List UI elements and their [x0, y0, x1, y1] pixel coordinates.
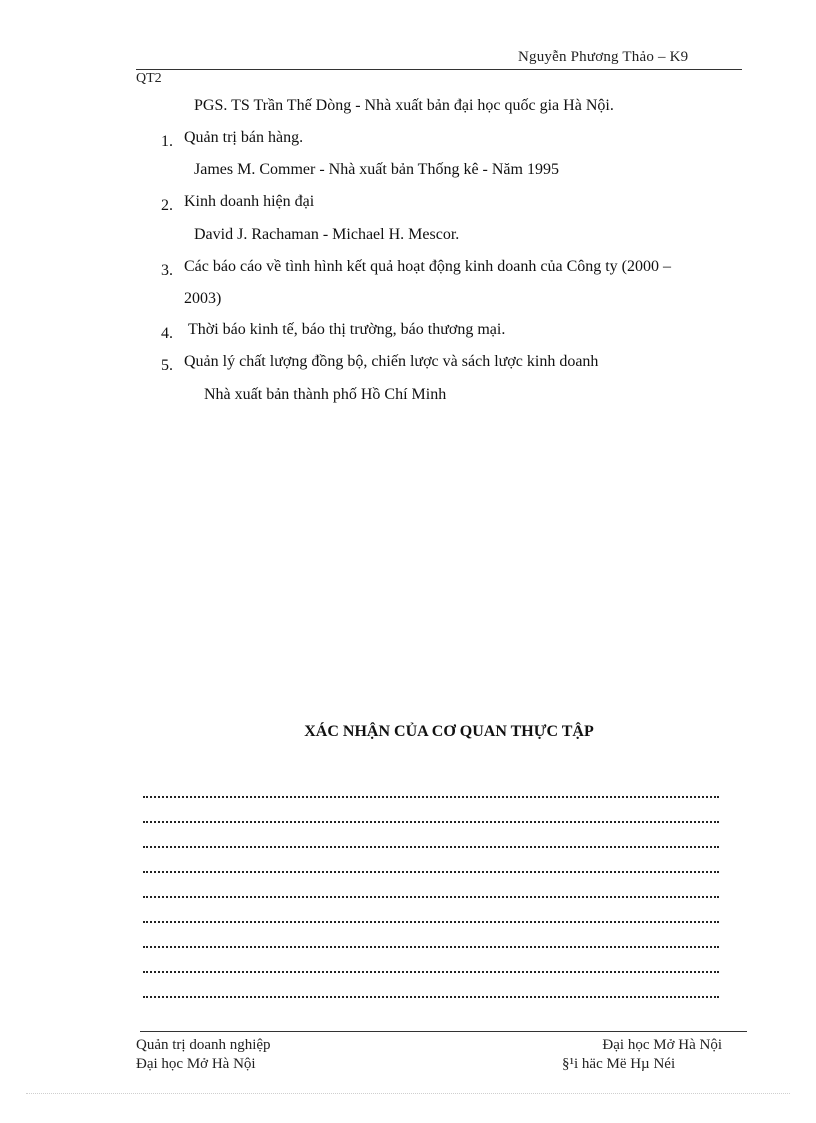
- footer-left-line2: Đại học Mở Hà Nội: [136, 1056, 256, 1072]
- reference-3-title-continued: 2003): [184, 290, 222, 307]
- dotted-line: [143, 946, 719, 948]
- dotted-line: [143, 971, 719, 973]
- reference-4-number: 4.: [161, 325, 173, 342]
- reference-3-title: Các báo cáo về tình hình kết quả hoạt động kinh doanh của Công ty (2000 –: [184, 258, 672, 275]
- footer-right-line1: Đại học Mở Hà Nội: [602, 1037, 722, 1053]
- dotted-line: [143, 996, 719, 998]
- confirmation-title: XÁC NHẬN CỦA CƠ QUAN THỰC TẬP: [304, 723, 594, 740]
- reference-3-number: 3.: [161, 262, 173, 279]
- footer-left-line1: Quản trị doanh nghiệp: [136, 1037, 271, 1053]
- reference-intro-line: PGS. TS Trần Thế Dòng - Nhà xuất bản đại học quốc gia Hà Nội.: [194, 97, 614, 114]
- dotted-line: [143, 796, 719, 798]
- dotted-line: [143, 896, 719, 898]
- header-class-code: QT2: [136, 71, 162, 86]
- header-author: Nguyễn Phương Thảo – K9: [518, 49, 689, 65]
- footer-right-line2: §¹i häc Më Hµ Néi: [562, 1056, 676, 1072]
- reference-1-title: Quản trị bán hàng.: [184, 129, 304, 146]
- reference-2-number: 2.: [161, 197, 173, 214]
- dotted-line: [143, 871, 719, 873]
- dotted-line: [143, 846, 719, 848]
- footer-divider: [140, 1031, 747, 1032]
- reference-1-number: 1.: [161, 133, 173, 150]
- reference-5-number: 5.: [161, 357, 173, 374]
- reference-1-detail: James M. Commer - Nhà xuất bản Thống kê - Năm 1995: [194, 161, 559, 178]
- header-divider: [136, 69, 742, 70]
- dotted-line: [143, 821, 719, 823]
- reference-4-title: Thời báo kinh tế, báo thị trường, báo thương mại.: [188, 321, 506, 338]
- reference-5-title: Quản lý chất lượng đồng bộ, chiến lược và sách lược kinh doanh: [184, 353, 599, 370]
- reference-5-detail: Nhà xuất bản thành phố Hồ Chí Minh: [204, 386, 447, 403]
- dotted-line: [143, 921, 719, 923]
- page-bottom-rule: [26, 1093, 790, 1094]
- reference-2-detail: David J. Rachaman - Michael H. Mescor.: [194, 226, 460, 243]
- reference-2-title: Kinh doanh hiện đại: [184, 193, 315, 210]
